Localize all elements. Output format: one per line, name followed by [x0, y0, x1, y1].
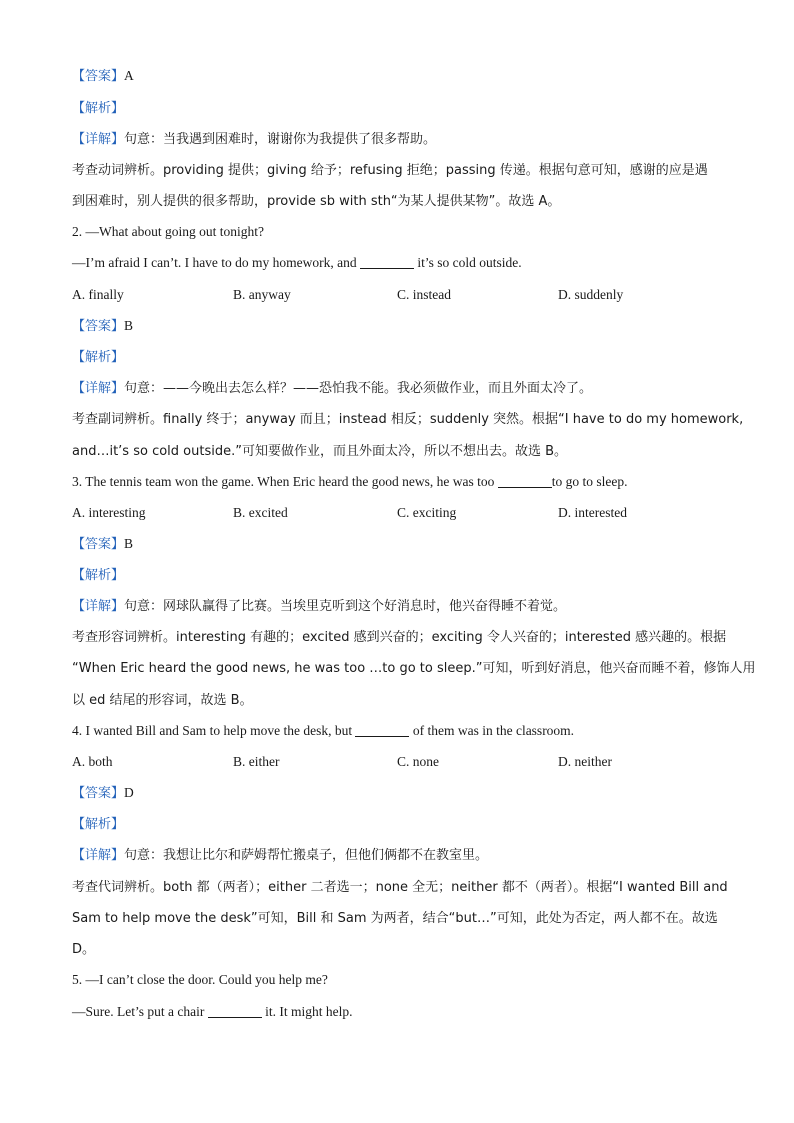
- answer-tag: 【答案】: [72, 537, 125, 552]
- explain-line: Sam to help move the desk”可知，Bill 和 Sam 为两者，结合“but…”可知，此处为否定，两人都不在。故选: [72, 911, 718, 926]
- answer-line-q1: [72, 66, 722, 87]
- analysis-line-q4: [72, 814, 722, 835]
- option-b: B. anyway: [233, 287, 291, 302]
- analysis-line-q1: [72, 98, 722, 119]
- answer-line-q4: [72, 783, 722, 804]
- option-c: C. none: [397, 754, 439, 769]
- answer-value: D: [124, 785, 134, 800]
- explain-line: and…it’s so cold outside.”可知要做作业，而且外面太冷，所以不想出去。故选 B。: [72, 444, 568, 459]
- detail-text: 句意：当我遇到困难时，谢谢你为我提供了很多帮助。: [124, 132, 437, 147]
- answer-tag: 【答案】: [72, 319, 125, 334]
- answer-blank: [208, 1003, 262, 1018]
- question-2-line-2: —I’m afraid I can’t. I have to do my homework, and it’s so cold outside.: [72, 255, 522, 270]
- detail-line-q1: [72, 129, 722, 150]
- detail-text: 句意：我想让比尔和萨姆帮忙搬桌子，但他们俩都不在教室里。: [124, 848, 489, 863]
- question-2: 2. —What about going out tonight?: [72, 224, 264, 239]
- answer-value: B: [124, 318, 134, 333]
- analysis-line-q2: [72, 347, 722, 368]
- question-5: 5. —I can’t close the door. Could you help me?: [72, 972, 328, 987]
- analysis-tag: 【解析】: [72, 350, 125, 365]
- answer-blank: [355, 722, 409, 737]
- answer-blank: [498, 473, 552, 488]
- explain-line: 考查副词辨析。finally 终于；anyway 而且；instead 相反；suddenly 突然。根据“I have to do my homework,: [72, 412, 744, 427]
- answer-value: A: [124, 68, 134, 83]
- detail-tag: 【详解】: [72, 381, 125, 396]
- detail-tag: 【详解】: [72, 599, 125, 614]
- answer-line-q2: [72, 316, 722, 337]
- explain-line: 考查代词辨析。both 都（两者）；either 二者选一；none 全无；neither 都不（两者）。根据“I wanted Bill and: [72, 880, 728, 895]
- answer-line-q3: [72, 534, 722, 555]
- analysis-tag: 【解析】: [72, 817, 125, 832]
- question-5-line-2: —Sure. Let’s put a chair it. It might help.: [72, 1004, 353, 1019]
- option-a: A. both: [72, 754, 113, 769]
- question-3: 3. The tennis team won the game. When Eric heard the good news, he was too to go to sleep.: [72, 474, 628, 489]
- option-b: B. excited: [233, 505, 288, 520]
- detail-tag: 【详解】: [72, 848, 125, 863]
- explain-line: 到困难时，别人提供的很多帮助，provide sb with sth“为某人提供某物”。故选 A。: [72, 194, 561, 209]
- question-4: 4. I wanted Bill and Sam to help move the desk, but of them was in the classroom.: [72, 723, 575, 738]
- analysis-tag: 【解析】: [72, 101, 125, 116]
- detail-line-q2: [72, 378, 722, 399]
- analysis-line-q3: [72, 565, 722, 586]
- detail-tag: 【详解】: [72, 132, 125, 147]
- answer-tag: 【答案】: [72, 786, 125, 801]
- answer-blank: [360, 254, 414, 269]
- option-a: A. finally: [72, 287, 124, 302]
- option-b: B. either: [233, 754, 280, 769]
- detail-line-q3: [72, 596, 722, 617]
- explain-line: 考查动词辨析。providing 提供；giving 给予；refusing 拒绝；passing 传递。根据句意可知，感谢的应是遇: [72, 163, 708, 178]
- option-c: C. instead: [397, 287, 451, 302]
- explain-line: 以 ed 结尾的形容词，故选 B。: [72, 693, 253, 708]
- option-d: D. suddenly: [558, 287, 624, 302]
- explain-line: “When Eric heard the good news, he was too …to go to sleep.”可知，听到好消息，他兴奋而睡不着，修饰人用: [72, 661, 756, 676]
- explain-line: D。: [72, 942, 96, 957]
- detail-text: 句意：——今晚出去怎么样？——恐怕我不能。我必须做作业，而且外面太冷了。: [124, 381, 593, 396]
- option-d: D. neither: [558, 754, 612, 769]
- detail-text: 句意：网球队赢得了比赛。当埃里克听到这个好消息时，他兴奋得睡不着觉。: [124, 599, 567, 614]
- analysis-tag: 【解析】: [72, 568, 125, 583]
- option-a: A. interesting: [72, 505, 146, 520]
- explain-line: 考查形容词辨析。interesting 有趣的；excited 感到兴奋的；exciting 令人兴奋的；interested 感兴趣的。根据: [72, 630, 727, 645]
- answer-value: B: [124, 536, 134, 551]
- detail-line-q4: [72, 845, 722, 866]
- option-c: C. exciting: [397, 505, 457, 520]
- answer-tag: 【答案】: [72, 69, 125, 84]
- option-d: D. interested: [558, 505, 627, 520]
